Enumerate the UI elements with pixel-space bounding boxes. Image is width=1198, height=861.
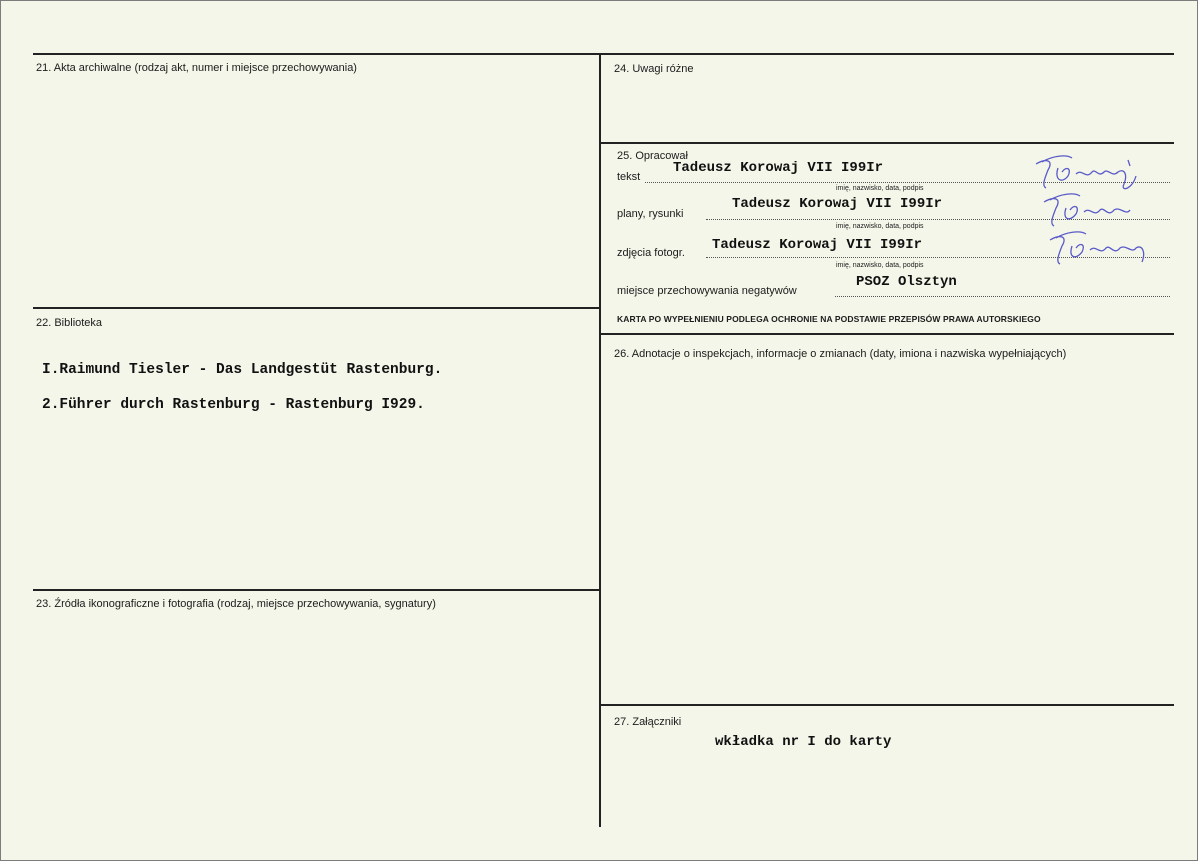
library-entry-1: I.Raimund Tiesler - Das Landgestüt Rastenburg.	[42, 362, 443, 378]
rule-section-23-top	[33, 589, 599, 591]
section-24-label: 24. Uwagi różne	[614, 63, 694, 75]
negatywy-label: miejsce przechowywania negatywów	[617, 285, 797, 297]
rule-section-25-top	[601, 142, 1174, 144]
signature-plany	[1040, 188, 1140, 230]
column-divider	[599, 53, 601, 827]
rule-section-27-top	[601, 704, 1174, 706]
tekst-caption: imię, nazwisko, data, podpis	[836, 185, 924, 192]
section-22-label: 22. Biblioteka	[36, 317, 103, 329]
zdjecia-caption: imię, nazwisko, data, podpis	[836, 262, 924, 269]
section-26-label: 26. Adnotacje o inspekcjach, informacje o zmianach (daty, imiona i nazwiska wypełniających)	[614, 348, 1067, 360]
section-23-label: 23. Źródła ikonograficzne i fotografia (rodzaj, miejsce przechowywania, sygnatury)	[36, 598, 436, 610]
copyright-note: KARTA PO WYPEŁNIENIU PODLEGA OCHRONIE NA PODSTAWIE PRZEPISÓW PRAWA AUTORSKIEGO	[617, 314, 1041, 324]
rule-section-21-top	[33, 53, 599, 55]
attachment-value: wkładka nr I do karty	[715, 734, 892, 750]
section-21-label: 21. Akta archiwalne (rodzaj akt, numer i miejsce przechowywania)	[36, 62, 357, 74]
section-25-label: 25. Opracował	[617, 150, 688, 162]
tekst-value: Tadeusz Korowaj VII I99Ir	[673, 160, 884, 176]
zdjecia-label: zdjęcia fotogr.	[617, 247, 685, 259]
rule-section-26-top	[601, 333, 1174, 335]
plany-label: plany, rysunki	[617, 208, 684, 220]
section-27-label: 27. Załączniki	[614, 716, 682, 728]
library-entry-2: 2.Führer durch Rastenburg - Rastenburg I929.	[42, 397, 425, 413]
plany-caption: imię, nazwisko, data, podpis	[836, 223, 924, 230]
negatywy-value: PSOZ Olsztyn	[856, 274, 957, 290]
plany-value: Tadeusz Korowaj VII I99Ir	[732, 196, 943, 212]
signature-zdjecia	[1046, 226, 1150, 270]
zdjecia-value: Tadeusz Korowaj VII I99Ir	[712, 237, 923, 253]
rule-section-22-top	[33, 307, 599, 309]
rule-section-24-top	[601, 53, 1174, 55]
negatywy-dotted-line	[835, 296, 1170, 297]
tekst-label: tekst	[617, 171, 641, 183]
